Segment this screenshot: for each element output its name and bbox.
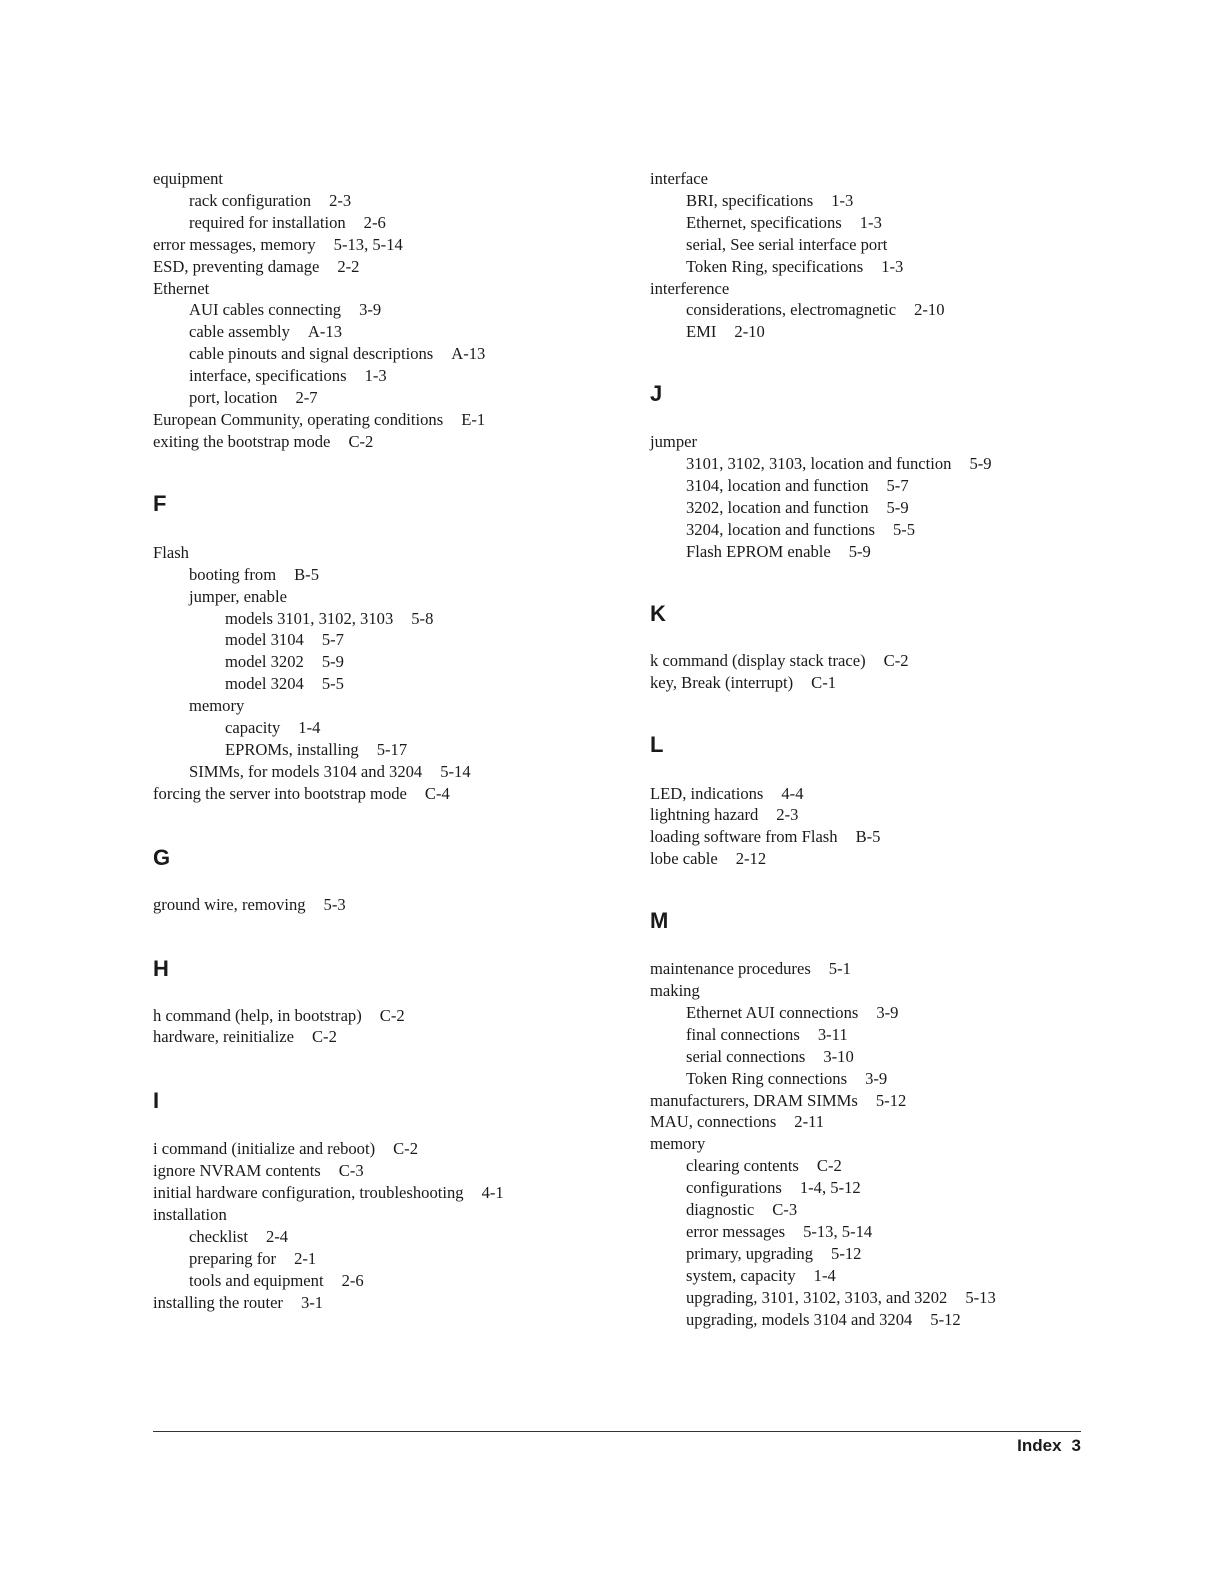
index-entry xyxy=(153,1226,603,1248)
index-entry xyxy=(153,761,603,783)
entry-term: initial hardware configuration, troubleshooting xyxy=(153,1183,464,1203)
entry-page-ref: 5-7 xyxy=(321,630,344,650)
index-entry xyxy=(153,542,603,564)
entry-page-ref: C-2 xyxy=(883,650,909,670)
entry-term: checklist xyxy=(189,1227,248,1246)
entry-page-ref: 1-3 xyxy=(881,256,904,276)
index-entry xyxy=(650,1199,1090,1221)
index-entry xyxy=(153,608,603,630)
index-column-right xyxy=(650,168,1090,1331)
entry-term: error messages xyxy=(686,1222,786,1241)
section-letter-i: I xyxy=(153,1088,160,1114)
entry-page-ref: 1-3 xyxy=(364,366,387,386)
entry-page-ref: C-2 xyxy=(393,1139,418,1159)
entry-page-ref: 3-9 xyxy=(359,300,382,320)
index-entry xyxy=(153,212,603,234)
entry-page-ref: 5-12 xyxy=(875,1090,907,1110)
entry-term: Ethernet, specifications xyxy=(686,212,842,232)
index-entry xyxy=(153,409,603,431)
entry-page-ref: C-3 xyxy=(338,1161,364,1181)
entry-term: cable assembly xyxy=(189,322,290,342)
index-entry xyxy=(650,519,1090,541)
entry-term: 3202, location and function xyxy=(686,497,869,517)
index-entry xyxy=(153,717,603,739)
entry-page-ref: 5-9 xyxy=(886,497,909,517)
entry-page-ref: B-5 xyxy=(294,564,319,584)
entry-page-ref: 5-17 xyxy=(376,739,408,759)
entry-page-ref: C-2 xyxy=(311,1027,337,1047)
index-entry xyxy=(650,980,1090,1002)
index-entry xyxy=(650,1243,1090,1265)
index-entry xyxy=(650,1024,1090,1046)
entry-term: installing the router xyxy=(153,1292,283,1312)
index-entry xyxy=(153,387,603,409)
entry-page-ref: 5-1 xyxy=(828,959,851,979)
entry-page-ref: 5-5 xyxy=(892,519,916,539)
entry-term: preparing for xyxy=(189,1248,277,1268)
entry-page-ref: 5-9 xyxy=(969,454,992,474)
entry-page-ref: 5-8 xyxy=(411,608,434,628)
entry-term: jumper, enable xyxy=(189,586,287,606)
footer-rule xyxy=(153,1431,1081,1432)
entry-page-ref: 5-13, 5-14 xyxy=(333,234,403,254)
entry-page-ref: C-2 xyxy=(379,1005,405,1025)
entry-page-ref: 2-1 xyxy=(294,1248,317,1268)
entry-term: port, location xyxy=(189,388,278,408)
entry-page-ref: 3-9 xyxy=(876,1002,899,1022)
entry-page-ref: 1-4, 5-12 xyxy=(799,1178,861,1198)
index-entry xyxy=(153,1270,603,1292)
entry-term: clearing contents xyxy=(686,1156,799,1176)
entry-page-ref: 5-3 xyxy=(323,894,346,914)
index-entry xyxy=(153,1182,603,1204)
index-entry xyxy=(153,190,603,212)
section-letter-h: H xyxy=(153,955,169,981)
entry-page-ref: 5-13, 5-14 xyxy=(803,1222,873,1241)
entry-page-ref: 3-10 xyxy=(823,1046,854,1066)
entry-term: EMI xyxy=(686,322,717,342)
index-entry xyxy=(650,234,1090,256)
entry-term: loading software from Flash xyxy=(650,827,838,847)
entry-page-ref: 2-3 xyxy=(329,190,352,210)
index-entry xyxy=(153,739,603,761)
entry-page-ref: 3-9 xyxy=(865,1068,888,1088)
section-letter-l: L xyxy=(650,731,664,757)
entry-page-ref: 5-14 xyxy=(440,761,471,781)
index-entry xyxy=(153,564,603,586)
index-entry xyxy=(650,541,1090,563)
entry-page-ref: 1-3 xyxy=(859,212,882,232)
index-entry xyxy=(650,453,1090,475)
section-letter-j: J xyxy=(650,381,663,407)
entry-page-ref: 1-3 xyxy=(831,190,854,210)
entry-term: upgrading, models 3104 and 3204 xyxy=(686,1309,913,1329)
entry-page-ref: 2-7 xyxy=(295,388,318,408)
entry-term: 3104, location and function xyxy=(686,476,869,496)
entry-term: serial connections xyxy=(686,1046,806,1066)
index-entry xyxy=(650,321,1090,343)
entry-page-ref: C-1 xyxy=(811,672,837,692)
entry-page-ref: C-3 xyxy=(772,1200,798,1220)
index-entry xyxy=(650,190,1090,212)
index-entry xyxy=(153,673,603,695)
entry-term: hardware, reinitialize xyxy=(153,1027,294,1047)
section-letter-f: F xyxy=(153,490,167,516)
entry-page-ref: C-4 xyxy=(424,783,450,803)
entry-page-ref: 2-10 xyxy=(914,300,945,320)
index-entry xyxy=(153,1160,603,1182)
entry-term: k command (display stack trace) xyxy=(650,650,866,670)
entry-term: model 3104 xyxy=(225,630,304,650)
entry-page-ref: 3-11 xyxy=(817,1024,848,1044)
index-entry xyxy=(153,651,603,673)
entry-term: Token Ring, specifications xyxy=(686,256,864,276)
index-entry xyxy=(153,431,603,453)
entry-page-ref: 4-1 xyxy=(481,1183,504,1203)
entry-page-ref: 2-3 xyxy=(776,805,799,825)
entry-page-ref: 2-6 xyxy=(341,1270,364,1290)
index-entry xyxy=(153,586,603,608)
index-entry xyxy=(650,1111,1090,1133)
entry-term: rack configuration xyxy=(189,190,312,210)
entry-term: making xyxy=(650,981,700,1001)
entry-page-ref: 5-12 xyxy=(831,1243,862,1263)
index-entry xyxy=(650,212,1090,234)
entry-term: h command (help, in bootstrap) xyxy=(153,1005,362,1025)
entry-page-ref: 5-9 xyxy=(321,652,344,672)
entry-term: primary, upgrading xyxy=(686,1243,814,1263)
index-column-left xyxy=(153,168,603,1314)
entry-term: maintenance procedures xyxy=(650,959,811,979)
entry-term: i command (initialize and reboot) xyxy=(153,1139,376,1159)
entry-term: ignore NVRAM contents xyxy=(153,1161,321,1181)
entry-term: diagnostic xyxy=(686,1200,755,1220)
entry-page-ref: 3-1 xyxy=(300,1292,324,1312)
entry-term: upgrading, 3101, 3102, 3103, and 3202 xyxy=(686,1287,948,1307)
index-entry xyxy=(153,695,603,717)
entry-term: error messages, memory xyxy=(153,234,316,254)
entry-term: key, Break (interrupt) xyxy=(650,672,794,692)
entry-term: LED, indications xyxy=(650,783,764,803)
entry-term: model 3204 xyxy=(225,674,304,694)
index-entry xyxy=(650,1002,1090,1024)
entry-term: 3101, 3102, 3103, location and function xyxy=(686,454,952,474)
index-entry xyxy=(153,1026,603,1048)
entry-term: cable pinouts and signal descriptions xyxy=(189,344,434,364)
entry-term: ESD, preventing damage xyxy=(153,256,320,276)
footer-label: Index xyxy=(1017,1436,1062,1455)
page-footer xyxy=(1017,1436,1081,1456)
index-entry xyxy=(153,321,603,343)
entry-page-ref: 5-7 xyxy=(886,476,909,496)
entry-term: interference xyxy=(650,278,730,298)
entry-term: Ethernet AUI connections xyxy=(686,1002,859,1022)
entry-term: lightning hazard xyxy=(650,805,759,825)
entry-page-ref: A-13 xyxy=(451,344,486,364)
entry-term: interface, specifications xyxy=(189,366,347,386)
entry-page-ref: 5-9 xyxy=(848,541,871,561)
entry-page-ref: 2-2 xyxy=(337,256,360,276)
entry-page-ref: E-1 xyxy=(461,409,486,429)
index-entry xyxy=(650,804,1090,826)
entry-page-ref: 5-12 xyxy=(930,1309,961,1329)
index-entry xyxy=(650,1155,1090,1177)
index-entry xyxy=(153,278,603,300)
index-entry xyxy=(650,848,1090,870)
entry-term: lobe cable xyxy=(650,849,718,869)
index-entry xyxy=(650,1133,1090,1155)
entry-page-ref: 2-4 xyxy=(265,1227,289,1246)
index-entry xyxy=(153,1204,603,1226)
index-entry xyxy=(153,234,603,256)
index-entry xyxy=(153,783,603,805)
index-entry xyxy=(153,1138,603,1160)
index-entry xyxy=(650,1046,1090,1068)
index-entry xyxy=(650,1090,1090,1112)
entry-term: jumper xyxy=(650,432,698,452)
index-entry xyxy=(153,256,603,278)
entry-page-ref: C-2 xyxy=(816,1156,842,1176)
index-entry xyxy=(650,278,1090,300)
entry-term: BRI, specifications xyxy=(686,190,814,210)
entry-page-ref: 5-5 xyxy=(321,674,344,694)
page-number: 3 xyxy=(1071,1436,1081,1455)
section-letter-k: K xyxy=(650,600,666,626)
entry-term: equipment xyxy=(153,169,224,188)
entry-term: memory xyxy=(189,696,245,716)
index-entry xyxy=(153,1005,603,1027)
entry-term: memory xyxy=(650,1134,706,1154)
entry-term: tools and equipment xyxy=(189,1270,324,1290)
entry-term: interface xyxy=(650,169,709,188)
index-entry xyxy=(153,1292,603,1314)
entry-page-ref: 2-10 xyxy=(734,322,765,342)
index-entry xyxy=(153,343,603,365)
index-entry xyxy=(650,475,1090,497)
entry-term: booting from xyxy=(189,564,277,584)
entry-term: model 3202 xyxy=(225,652,304,672)
entry-term: European Community, operating conditions xyxy=(153,409,444,429)
index-entry xyxy=(650,650,1090,672)
index-entry xyxy=(153,365,603,387)
entry-term: forcing the server into bootstrap mode xyxy=(153,783,407,803)
index-entry xyxy=(153,299,603,321)
index-entry xyxy=(650,1221,1090,1243)
entry-term: AUI cables connecting xyxy=(189,300,342,320)
entry-page-ref: 4-4 xyxy=(781,783,804,803)
entry-term: capacity xyxy=(225,718,281,738)
entry-term: Flash EPROM enable xyxy=(686,541,831,561)
entry-term: Ethernet xyxy=(153,278,210,298)
entry-term: considerations, electromagnetic xyxy=(686,300,897,320)
entry-term: MAU, connections xyxy=(650,1112,777,1132)
entry-page-ref: 2-11 xyxy=(794,1112,825,1132)
entry-page-ref: A-13 xyxy=(307,322,343,342)
index-entry xyxy=(153,894,603,916)
entry-term: system, capacity xyxy=(686,1265,796,1285)
entry-page-ref: 1-4 xyxy=(813,1265,836,1285)
index-entry xyxy=(650,958,1090,980)
entry-term: manufacturers, DRAM SIMMs xyxy=(650,1090,858,1110)
entry-term: 3204, location and functions xyxy=(686,519,875,539)
index-entry xyxy=(650,1068,1090,1090)
entry-term: models 3101, 3102, 3103 xyxy=(225,608,394,628)
entry-page-ref: 2-6 xyxy=(363,212,386,232)
entry-term: serial, See serial interface port xyxy=(686,234,888,254)
entry-term: EPROMs, installing xyxy=(225,739,359,759)
entry-page-ref: B-5 xyxy=(855,827,881,847)
index-entry xyxy=(650,672,1090,694)
index-entry xyxy=(650,256,1090,278)
entry-term: configurations xyxy=(686,1178,782,1198)
entry-page-ref: 1-4 xyxy=(298,718,321,738)
index-entry xyxy=(650,299,1090,321)
entry-term: exiting the bootstrap mode xyxy=(153,431,331,451)
entry-term: installation xyxy=(153,1205,227,1225)
index-entry xyxy=(153,1248,603,1270)
entry-term: SIMMs, for models 3104 and 3204 xyxy=(189,761,423,781)
entry-term: Flash xyxy=(153,542,189,562)
index-entry xyxy=(650,1265,1090,1287)
entry-term: required for installation xyxy=(189,212,346,232)
index-entry xyxy=(650,431,1090,453)
index-entry xyxy=(650,826,1090,848)
entry-page-ref: 5-13 xyxy=(965,1287,996,1307)
index-entry xyxy=(650,1287,1090,1309)
entry-page-ref: 2-12 xyxy=(735,849,767,869)
entry-term: Token Ring connections xyxy=(686,1068,848,1088)
entry-term: final connections xyxy=(686,1024,800,1044)
index-entry xyxy=(650,497,1090,519)
index-entry xyxy=(650,1309,1090,1331)
entry-page-ref: C-2 xyxy=(348,431,374,451)
entry-term: ground wire, removing xyxy=(153,894,306,914)
index-entry xyxy=(153,168,603,190)
index-entry xyxy=(650,1177,1090,1199)
section-letter-g: G xyxy=(153,844,171,870)
index-entry xyxy=(650,783,1090,805)
index-entry xyxy=(153,629,603,651)
index-entry xyxy=(650,168,1090,190)
section-letter-m: M xyxy=(650,908,669,934)
